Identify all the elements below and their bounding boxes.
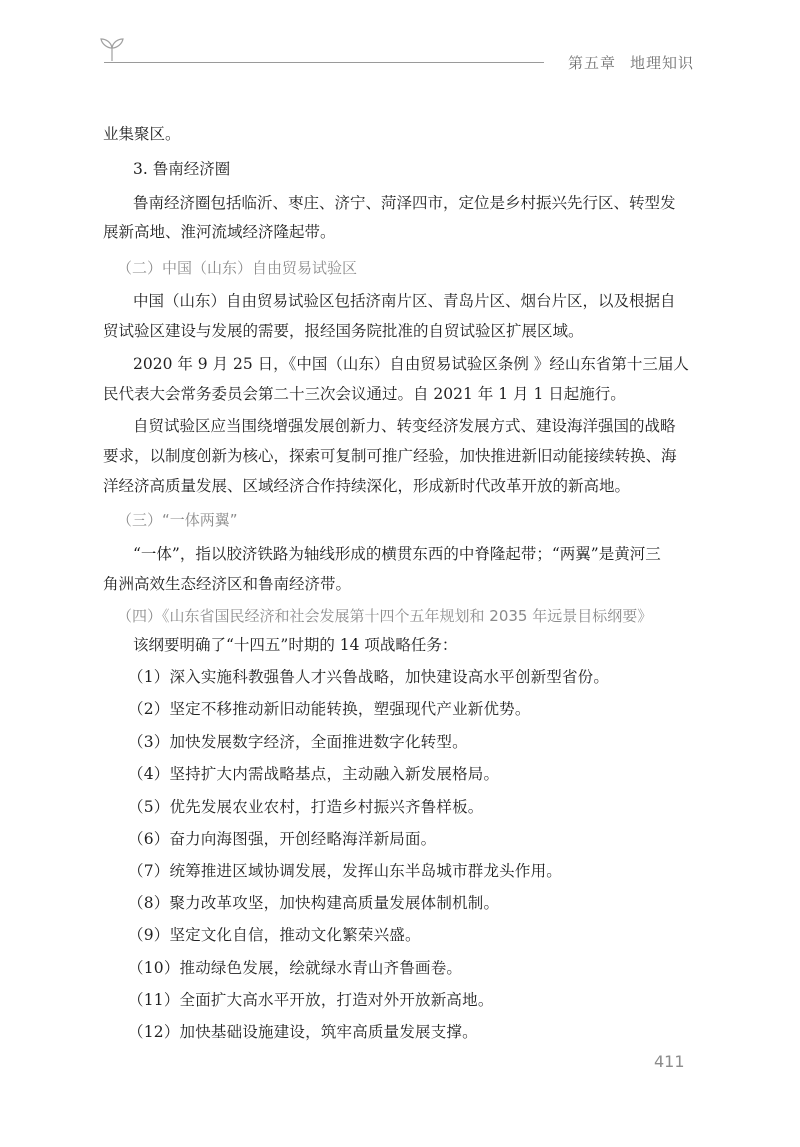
paragraph-line: 民代表大会常务委员会第二十三次会议通过。自 2021 年 1 月 1 日起施行。 <box>103 385 626 403</box>
task-item: （8）聚力改革攻坚，加快构建高质量发展体制机制。 <box>128 894 500 912</box>
chapter-number: 第五章 <box>568 54 617 72</box>
paragraph-line: 洋经济高质量发展、区域经济合作持续深化，形成新时代改革开放的新高地。 <box>103 477 631 495</box>
task-item: （5）优先发展农业农村，打造乡村振兴齐鲁样板。 <box>128 798 484 816</box>
subsection-heading: （二）中国（山东）自由贸易试验区 <box>117 259 358 277</box>
paragraph-line: 鲁南经济圈包括临沂、枣庄、济宁、菏泽四市，定位是乡村振兴先行区、转型发 <box>133 194 676 212</box>
paragraph-line: 贸试验区建设与发展的需要，报经国务院批准的自贸试验区扩展区域。 <box>103 322 584 340</box>
chapter-title: 地理知识 <box>630 54 695 72</box>
task-item: （9）坚定文化自信，推动文化繁荣兴盛。 <box>128 926 421 944</box>
paragraph-line: 2020 年 9 月 25 日，《中国（山东）自由贸易试验区条例 》经山东省第十三届人 <box>133 355 689 373</box>
page-number: 411 <box>654 1052 685 1071</box>
section-heading: 3. 鲁南经济圈 <box>133 160 231 178</box>
task-item: （2）坚定不移推动新旧动能转换，塑强现代产业新优势。 <box>128 700 531 718</box>
paragraph-line: 中国（山东）自由贸易试验区包括济南片区、青岛片区、烟台片区，以及根据自 <box>133 292 676 310</box>
paragraph-line: 自贸试验区应当围绕增强发展创新力、转变经济发展方式、建设海洋强国的战略 <box>133 417 676 435</box>
task-item: （12）加快基础设施建设，筑牢高质量发展支撑。 <box>128 1023 478 1041</box>
subsection-heading: （四）《山东省国民经济和社会发展第十四个五年规划和 2035 年远景目标纲要》 <box>117 607 653 625</box>
task-item: （1）深入实施科教强鲁人才兴鲁战略，加快建设高水平创新型省份。 <box>128 668 610 686</box>
paragraph-line: 角洲高效生态经济区和鲁南经济带。 <box>103 575 352 593</box>
task-item: （6）奋力向海图强，开创经略海洋新局面。 <box>128 830 437 848</box>
paragraph-line: 业集聚区。 <box>103 125 181 143</box>
paragraph-line: 要求，以制度创新为核心，探索可复制可推广经验，加快推进新旧动能接续转换、海 <box>103 447 677 465</box>
task-item: （11）全面扩大高水平开放，打造对外开放新高地。 <box>128 991 494 1009</box>
subsection-heading: （三）“一体两翼” <box>117 511 238 529</box>
running-header <box>568 52 694 73</box>
task-item: （4）坚持扩大内需战略基点，主动融入新发展格局。 <box>128 765 500 783</box>
paragraph-line: “一体”，指以胶济铁路为轴线形成的横贯东西的中脊隆起带；“两翼”是黄河三 <box>133 545 661 563</box>
sprout-icon <box>98 36 126 62</box>
task-item: （7）统筹推进区域协调发展，发挥山东半岛城市群龙头作用。 <box>128 862 562 880</box>
header-rule <box>104 62 544 63</box>
task-item: （3）加快发展数字经济，全面推进数字化转型。 <box>128 733 468 751</box>
paragraph-line: 展新高地、淮河流域经济隆起带。 <box>103 223 336 241</box>
task-item: （10）推动绿色发展，绘就绿水青山齐鲁画卷。 <box>128 959 463 977</box>
paragraph-line: 该纲要明确了“十四五”时期的 14 项战略任务： <box>133 636 458 654</box>
